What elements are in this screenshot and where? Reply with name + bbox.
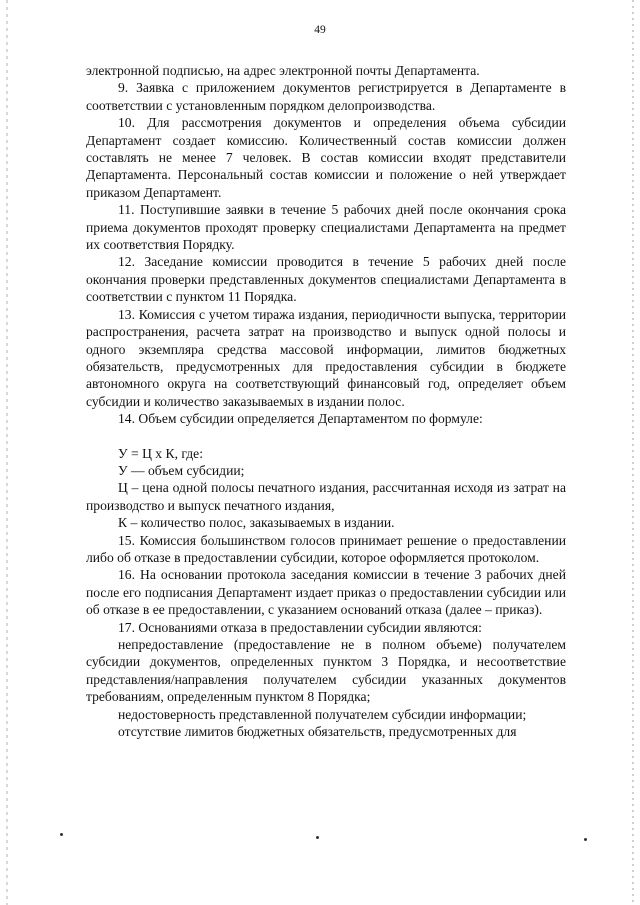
formula-def-k: К – количество полос, заказываемых в издании. <box>118 515 395 531</box>
formula-def-u: У — объем субсидии; <box>118 462 245 478</box>
paragraph-9: 9. Заявка с приложением документов регистрируется в Департаменте в соответствии с установленным порядком делопроизводства. <box>86 80 566 113</box>
scan-speck <box>584 838 587 841</box>
scan-speck <box>316 836 319 839</box>
paragraph-17: 17. Основаниями отказа в предоставлении субсидии являются: <box>118 619 482 635</box>
refusal-ground-2: недостоверность представленной получателем субсидии информации; <box>118 706 527 722</box>
scan-edge-left <box>6 0 8 905</box>
scan-speck <box>60 833 63 836</box>
paragraph-continuation: электронной подписью, на адрес электронной почты Департамента. <box>86 63 480 78</box>
paragraph-15: 15. Комиссия большинством голосов принимает решение о предоставлении либо об отказе в предоставлении субсидии, которое оформляется протоколом. <box>86 532 566 565</box>
paragraph-11: 11. Поступившие заявки в течение 5 рабочих дней после окончания срока приема документов проходят проверку специалистами Департамента на предмет их соответствия Порядку. <box>86 202 566 253</box>
paragraph-13: 13. Комиссия с учетом тиража издания, периодичности выпуска, территории распространения, расчета затрат на производство и выпуск одной полосы и одного экземпляра средства массовой информации, лимитов бюджетных обязательств, предусмотренных для предоставления субсидии в бюджете автономного округа на соответствующий финансовый год, определяет объем субсидии и количество заказываемых в издании полос. <box>86 306 566 409</box>
paragraph-16: 16. На основании протокола заседания комиссии в течение 3 рабочих дней после его подписания Департамент издает приказ о предоставлении субсидии или об отказе в ее предоставлении, с указанием оснований отказа (далее – приказ). <box>86 567 566 618</box>
refusal-ground-1: непредоставление (предоставление не в полном объеме) получателем субсидии документов, определенных пунктом 3 Порядка, и несоответствие представления/направления получателем субсидии указанных документов требованиям, определенным пунктом 8 Порядка; <box>86 637 566 705</box>
document-body <box>86 62 566 740</box>
paragraph-12: 12. Заседание комиссии проводится в течение 5 рабочих дней после окончания проверки представленных документов специалистами Департамента в соответствии с пунктом 11 Порядка. <box>86 254 566 305</box>
scan-edge-right <box>632 0 634 905</box>
refusal-ground-3: отсутствие лимитов бюджетных обязательств, предусмотренных для <box>118 724 517 740</box>
paragraph-14: 14. Объем субсидии определяется Департаментом по формуле: <box>118 411 483 427</box>
formula-def-c: Ц – цена одной полосы печатного издания, рассчитанная исходя из затрат на производство и выпуск печатного издания, <box>86 480 566 513</box>
formula-line: У = Ц х К, где: <box>118 445 203 461</box>
page-number: 49 <box>314 24 326 36</box>
paragraph-10: 10. Для рассмотрения документов и определения объема субсидии Департамент создает комиссию. Количественный состав комиссии должен составлять не менее 7 человек. В состав комиссии входят представители Департамента. Персональный состав комиссии и положение о ней утверждает приказом Департамент. <box>86 115 566 200</box>
